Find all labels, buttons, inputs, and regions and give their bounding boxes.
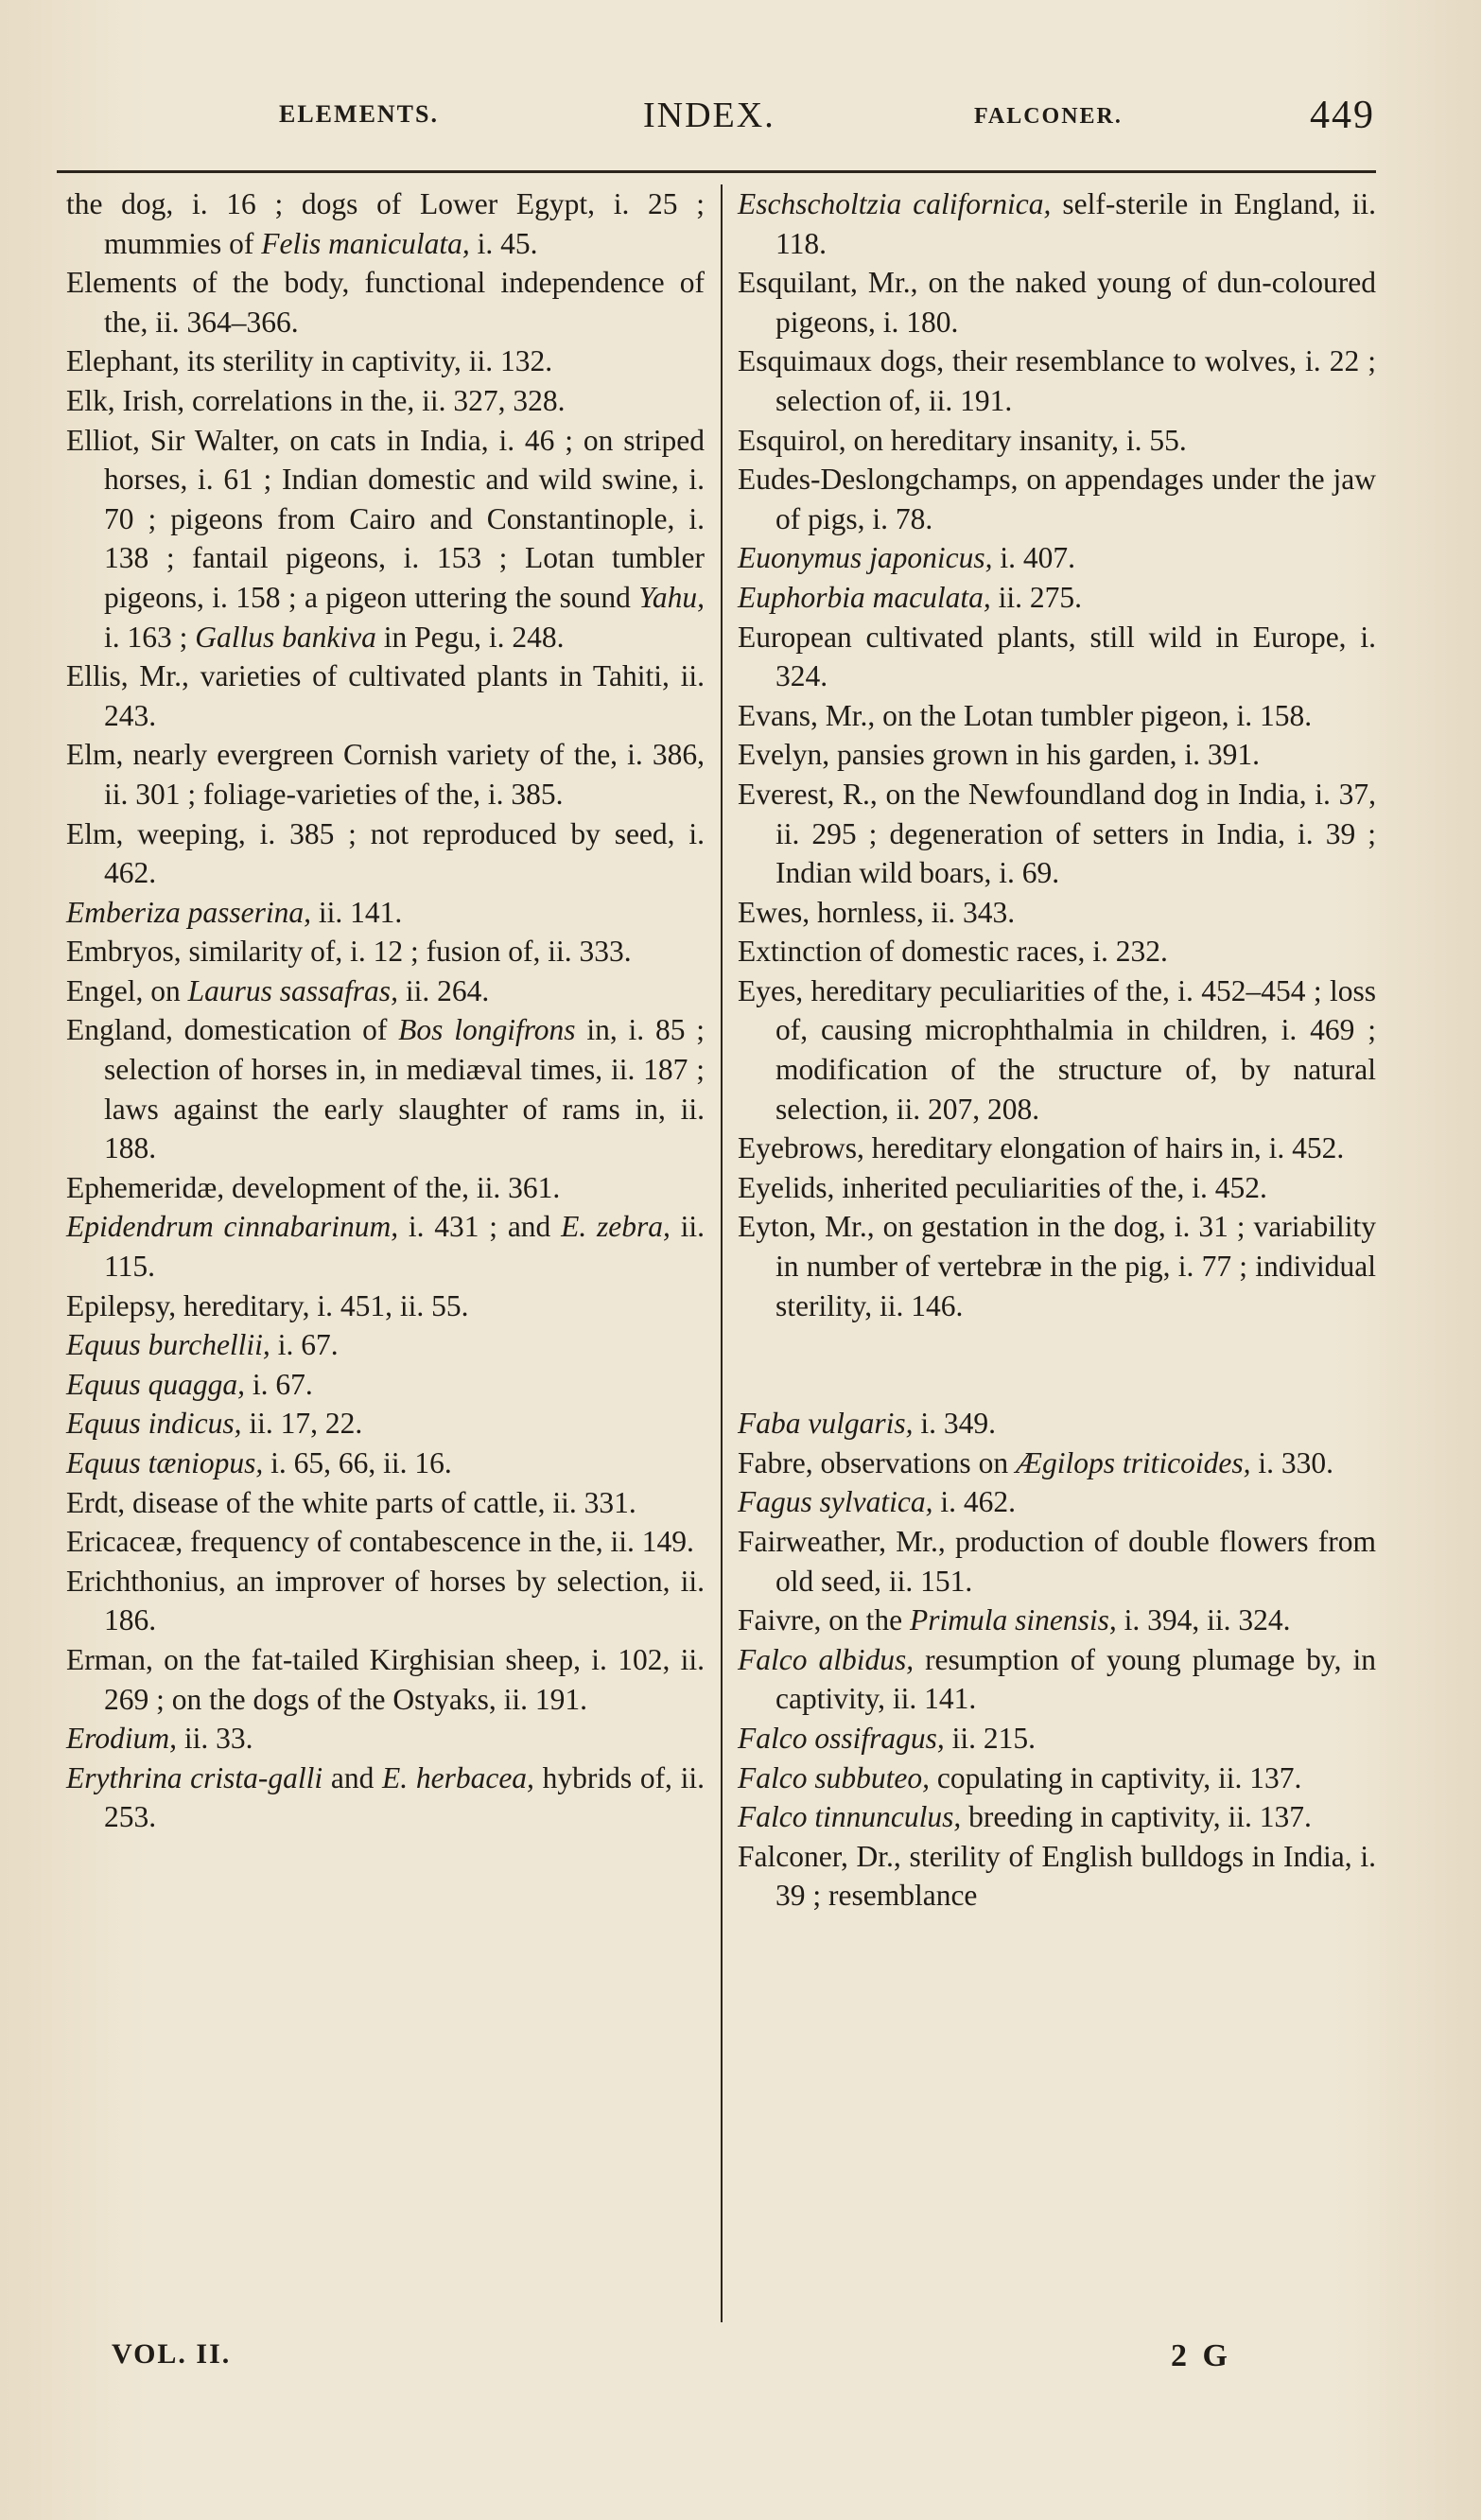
index-entry: Falco albidus, resumption of young plumage by, in captivity, ii. 141. <box>738 1642 1376 1716</box>
index-entry: Fabre, observations on Ægilops triticoides, i. 330. <box>738 1445 1333 1479</box>
index-entry: Epilepsy, hereditary, i. 451, ii. 55. <box>66 1288 469 1322</box>
index-entry: Euphorbia maculata, ii. 275. <box>738 580 1083 614</box>
index-entry: Evans, Mr., on the Lotan tumbler pigeon, i. 158. <box>738 698 1313 732</box>
index-entry: Elm, nearly evergreen Cornish variety of the, i. 386, ii. 301 ; foliage-varieties of the, i. 385. <box>66 738 705 811</box>
index-entry: European cultivated plants, still wild in Europe, i. 324. <box>738 620 1376 693</box>
index-entry: Erichthonius, an improver of horses by selection, ii. 186. <box>66 1564 705 1637</box>
index-entry: Eyebrows, hereditary elongation of hairs in, i. 452. <box>738 1131 1345 1165</box>
index-entry: Emberiza passerina, ii. 141. <box>66 895 403 929</box>
column-divider <box>721 184 723 2322</box>
index-entry: Falco subbuteo, copulating in captivity, ii. 137. <box>738 1760 1302 1794</box>
index-entry: Esquilant, Mr., on the naked young of dun-coloured pigeons, i. 180. <box>738 266 1376 339</box>
index-entry: Equus tæniopus, i. 65, 66, ii. 16. <box>66 1446 452 1479</box>
index-entry: Elm, weeping, i. 385 ; not reproduced by seed, i. 462. <box>66 816 705 890</box>
index-entry: Faivre, on the Primula sinensis, i. 394, ii. 324. <box>738 1603 1291 1637</box>
index-entry: Esquirol, on hereditary insanity, i. 55. <box>738 423 1187 457</box>
index-entry: Extinction of domestic races, i. 232. <box>738 935 1168 969</box>
index-entry: Ericaceæ, frequency of contabescence in the, ii. 149. <box>66 1525 694 1559</box>
index-entry: Elliot, Sir Walter, on cats in India, i. 46 ; on striped horses, i. 61 ; Indian domestic and wild swine, i. 70 ; pigeons from Cairo and Constantinople, i. 138 ; fantail pigeons, i. 153 ; Lotan tumbler pigeons, i. 158 ; a pigeon uttering the sound Yahu, i. 163 ; Gallus bankiva in Pegu, i. 248. <box>66 423 705 654</box>
index-entry: Epidendrum cinnabarinum, i. 431 ; and E. zebra, ii. 115. <box>66 1210 705 1284</box>
index-entry: Eudes-Deslongchamps, on appendages under the jaw of pigs, i. 78. <box>738 463 1376 535</box>
volume-label: VOL. II. <box>112 2338 232 2370</box>
index-entry: Euonymus japonicus, i. 407. <box>738 541 1075 575</box>
index-entry: Elephant, its sterility in captivity, ii. 132. <box>66 344 553 378</box>
index-entry: Falco tinnunculus, breeding in captivity, ii. 137. <box>738 1800 1312 1834</box>
index-entry: Falco ossifragus, ii. 215. <box>738 1721 1037 1755</box>
right-index-column <box>738 184 1376 1916</box>
index-entry: Fagus sylvatica, i. 462. <box>738 1485 1016 1519</box>
index-entry: Eyelids, inherited peculiarities of the, i. 452. <box>738 1170 1267 1204</box>
index-entry: Everest, R., on the Newfoundland dog in India, i. 37, ii. 295 ; degeneration of setters in India, i. 39 ; Indian wild boars, i. 69. <box>738 777 1376 890</box>
index-entry: Equus quagga, i. 67. <box>66 1367 313 1401</box>
index-entry: Erythrina crista-galli and E. herbacea, hybrids of, ii. 253. <box>66 1760 705 1834</box>
index-entry: Elk, Irish, correlations in the, ii. 327, 328. <box>66 383 566 417</box>
index-entry: the dog, i. 16 ; dogs of Lower Egypt, i. 25 ; mummies of Felis maniculata, i. 45. <box>66 187 705 260</box>
index-entry: Equus burchellii, i. 67. <box>66 1328 339 1362</box>
header-title: INDEX. <box>643 96 775 135</box>
index-entry: Eyton, Mr., on gestation in the dog, i. 31 ; variability in number of vertebræ in the pig, i. 77 ; individual sterility, ii. 146. <box>738 1210 1376 1322</box>
index-entry: Esquimaux dogs, their resemblance to wolves, i. 22 ; selection of, ii. 191. <box>738 344 1376 417</box>
header-right-word: FALCONER. <box>974 104 1123 129</box>
index-entry: Fairweather, Mr., production of double flowers from old seed, ii. 151. <box>738 1525 1376 1598</box>
index-entry: England, domestication of Bos longifrons in, i. 85 ; selection of horses in, in mediæval times, ii. 187 ; laws against the early slaughter of rams in, ii. 188. <box>66 1013 705 1165</box>
left-index-column <box>66 184 705 1837</box>
index-entry: Erdt, disease of the white parts of cattle, ii. 331. <box>66 1485 636 1519</box>
index-entry: Ephemeridæ, development of the, ii. 361. <box>66 1170 561 1204</box>
section-gap <box>738 1325 1376 1404</box>
index-entry: Ellis, Mr., varieties of cultivated plants in Tahiti, ii. 243. <box>66 659 705 732</box>
index-entry: Eyes, hereditary peculiarities of the, i. 452–454 ; loss of, causing microphthalmia in children, i. 469 ; modification of the structure of, by natural selection, ii. 207, 208. <box>738 973 1376 1126</box>
index-entry: Eschscholtzia californica, self-sterile in England, ii. 118. <box>738 187 1376 260</box>
index-entry: Embryos, similarity of, i. 12 ; fusion of, ii. 333. <box>66 935 632 969</box>
header-left-word: ELEMENTS. <box>279 100 439 128</box>
index-entry: Ewes, hornless, ii. 343. <box>738 895 1016 929</box>
index-entry: Engel, on Laurus sassafras, ii. 264. <box>66 973 490 1007</box>
index-entry: Erodium, ii. 33. <box>66 1722 253 1756</box>
index-entry: Faba vulgaris, i. 349. <box>738 1407 997 1441</box>
index-entry: Elements of the body, functional independence of the, ii. 364–366. <box>66 266 705 339</box>
header-rule <box>57 170 1376 173</box>
index-entry: Evelyn, pansies grown in his garden, i. 391. <box>738 738 1261 772</box>
running-header <box>57 95 1381 161</box>
index-entry: Equus indicus, ii. 17, 22. <box>66 1407 363 1441</box>
signature-mark: 2 G <box>1171 2338 1231 2373</box>
index-entry: Falconer, Dr., sterility of English bulldogs in India, i. 39 ; resemblance <box>738 1839 1376 1913</box>
index-entry: Erman, on the fat-tailed Kirghisian sheep, i. 102, ii. 269 ; on the dogs of the Ostyaks, ii. 191. <box>66 1642 705 1716</box>
page-number: 449 <box>1310 94 1375 137</box>
